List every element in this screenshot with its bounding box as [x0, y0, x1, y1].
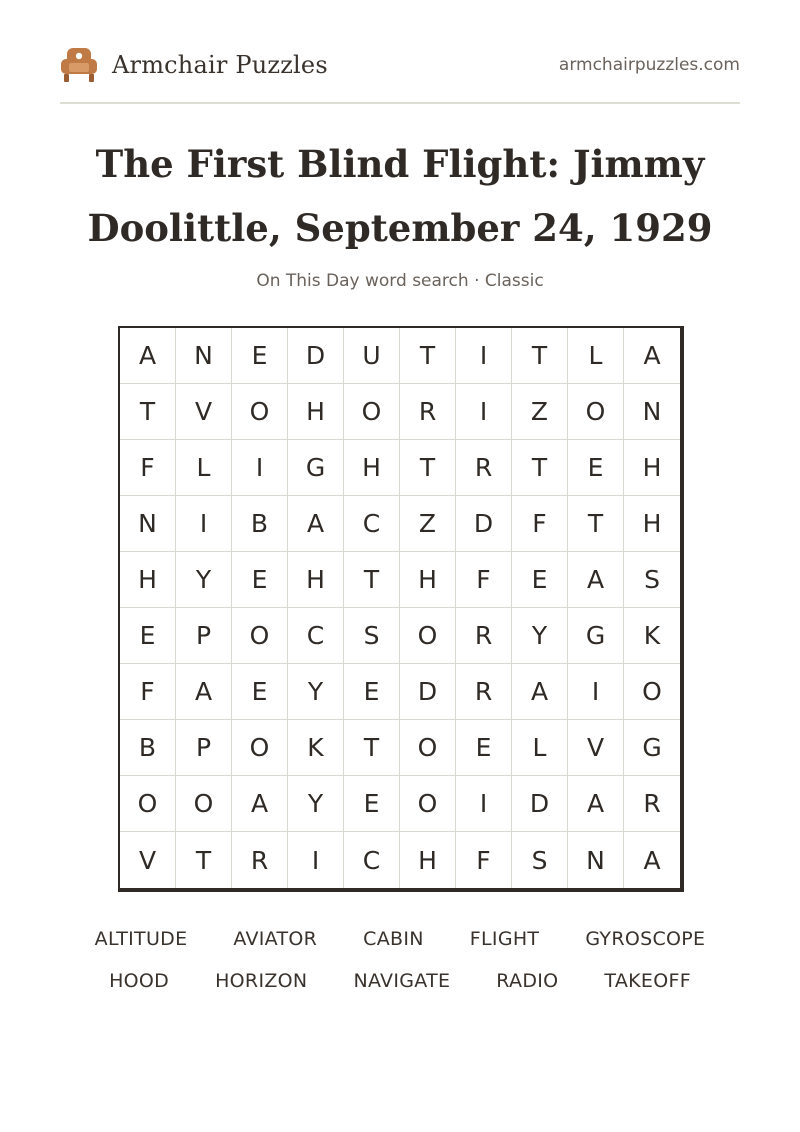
grid-cell[interactable]: S	[512, 832, 568, 888]
brand-name: Armchair Puzzles	[112, 51, 328, 79]
grid-cell[interactable]: I	[288, 832, 344, 888]
grid-cell[interactable]: O	[120, 776, 176, 832]
grid-cell[interactable]: T	[512, 440, 568, 496]
word-list-item: TAKEOFF	[604, 970, 691, 992]
grid-cell[interactable]: K	[288, 720, 344, 776]
word-list-item: FLIGHT	[469, 928, 540, 950]
grid-cell[interactable]: A	[512, 664, 568, 720]
grid-cell[interactable]: R	[624, 776, 680, 832]
grid-cell[interactable]: Z	[512, 384, 568, 440]
grid-cell[interactable]: H	[288, 552, 344, 608]
grid-cell[interactable]: E	[232, 664, 288, 720]
grid-cell[interactable]: C	[344, 496, 400, 552]
brand[interactable]	[60, 46, 328, 84]
word-list-item: RADIO	[496, 970, 559, 992]
grid-cell[interactable]: Y	[176, 552, 232, 608]
grid-cell[interactable]: F	[456, 832, 512, 888]
grid-cell[interactable]: R	[232, 832, 288, 888]
grid-cell[interactable]: Y	[288, 664, 344, 720]
grid-cell[interactable]: T	[120, 384, 176, 440]
grid-cell[interactable]: O	[568, 384, 624, 440]
word-list-item: ALTITUDE	[94, 928, 188, 950]
grid-cell[interactable]: O	[176, 776, 232, 832]
grid-cell[interactable]: E	[344, 664, 400, 720]
grid-cell[interactable]: A	[624, 328, 680, 384]
grid-cell[interactable]: D	[456, 496, 512, 552]
grid-cell[interactable]: C	[288, 608, 344, 664]
grid-cell[interactable]: A	[568, 776, 624, 832]
armchair-icon	[60, 46, 98, 84]
grid-cell[interactable]: H	[624, 440, 680, 496]
word-list	[40, 918, 760, 1002]
grid-cell[interactable]: A	[568, 552, 624, 608]
grid-cell[interactable]: A	[120, 328, 176, 384]
word-list-item: HOOD	[109, 970, 170, 992]
grid-cell[interactable]: E	[344, 776, 400, 832]
grid-cell[interactable]: T	[400, 440, 456, 496]
grid-cell[interactable]: E	[512, 552, 568, 608]
grid-cell[interactable]: F	[120, 440, 176, 496]
grid-cell[interactable]: E	[120, 608, 176, 664]
puzzle-title: The First Blind Flight: Jimmy Doolittle, September 24, 1929	[87, 142, 713, 250]
grid-cell[interactable]: A	[232, 776, 288, 832]
grid-cell[interactable]: E	[232, 552, 288, 608]
grid-cell[interactable]: O	[232, 384, 288, 440]
word-list-item: AVIATOR	[233, 928, 318, 950]
grid-cell[interactable]: T	[344, 552, 400, 608]
grid-cell[interactable]: O	[232, 720, 288, 776]
grid-cell[interactable]: V	[120, 832, 176, 888]
grid-cell[interactable]: H	[400, 832, 456, 888]
header-divider	[60, 102, 740, 104]
grid-cell[interactable]: H	[400, 552, 456, 608]
word-list-row	[40, 960, 760, 1002]
word-list-item: HORIZON	[215, 970, 308, 992]
grid-cell[interactable]: F	[512, 496, 568, 552]
grid-cell[interactable]: A	[643, 845, 661, 875]
grid-cell[interactable]: N	[624, 384, 680, 440]
grid-cell[interactable]: K	[624, 608, 680, 664]
grid-cell[interactable]: F	[456, 552, 512, 608]
grid-cell[interactable]: O	[400, 608, 456, 664]
grid-cell[interactable]: I	[176, 496, 232, 552]
grid-cell[interactable]: T	[344, 720, 400, 776]
grid-cell[interactable]: E	[568, 440, 624, 496]
grid-cell[interactable]: I	[568, 664, 624, 720]
grid-cell[interactable]: L	[512, 720, 568, 776]
grid-cell[interactable]: D	[512, 776, 568, 832]
site-url-link[interactable]: armchairpuzzles.com	[558, 55, 740, 75]
word-list-item: NAVIGATE	[353, 970, 451, 992]
grid-cell[interactable]: R	[400, 384, 456, 440]
grid-cell[interactable]: Y	[512, 608, 568, 664]
grid-cell[interactable]: F	[120, 664, 176, 720]
word-list-item: GYROSCOPE	[585, 928, 706, 950]
letter-grid	[118, 326, 684, 892]
page-header	[60, 40, 740, 90]
grid-cell[interactable]: S	[624, 552, 680, 608]
grid-cell[interactable]: R	[456, 608, 512, 664]
grid-cell[interactable]: I	[456, 776, 512, 832]
grid-cell[interactable]: Y	[288, 776, 344, 832]
grid-cell[interactable]: N	[120, 496, 176, 552]
word-list-item: CABIN	[363, 928, 424, 950]
grid-cell[interactable]: O	[232, 608, 288, 664]
grid-cell[interactable]: G	[288, 440, 344, 496]
grid-cell[interactable]: U	[344, 328, 400, 384]
grid-cell[interactable]: S	[344, 608, 400, 664]
grid-cell[interactable]: E	[232, 328, 288, 384]
grid-cell[interactable]: H	[120, 552, 176, 608]
grid-cell[interactable]: P	[176, 608, 232, 664]
grid-cell[interactable]: A	[176, 664, 232, 720]
grid-cell[interactable]: A	[288, 496, 344, 552]
puzzle-subtitle: On This Day word search · Classic	[256, 271, 544, 291]
grid-cell[interactable]: H	[624, 496, 680, 552]
grid-cell[interactable]: G	[624, 720, 680, 776]
grid-cell[interactable]: T	[176, 832, 232, 888]
grid-cell[interactable]: I	[456, 328, 512, 384]
grid-cell[interactable]: N	[176, 328, 232, 384]
grid-cell[interactable]: R	[456, 440, 512, 496]
grid-cell[interactable]: H	[288, 384, 344, 440]
grid-cell[interactable]: B	[120, 720, 176, 776]
grid-cell[interactable]: P	[176, 720, 232, 776]
grid-cell[interactable]: R	[456, 664, 512, 720]
grid-cell[interactable]: L	[176, 440, 232, 496]
grid-cell[interactable]: G	[568, 608, 624, 664]
grid-cell[interactable]: I	[456, 384, 512, 440]
grid-cell[interactable]: T	[400, 328, 456, 384]
grid-cell[interactable]: D	[400, 664, 456, 720]
grid-cell[interactable]: H	[344, 440, 400, 496]
grid-cell[interactable]: V	[568, 720, 624, 776]
grid-cell[interactable]: T	[568, 496, 624, 552]
grid-cell[interactable]: N	[568, 832, 624, 888]
grid-cell[interactable]: O	[344, 384, 400, 440]
word-list-row	[40, 918, 760, 960]
grid-cell[interactable]: E	[456, 720, 512, 776]
grid-cell[interactable]: Z	[400, 496, 456, 552]
grid-cell[interactable]: D	[288, 328, 344, 384]
grid-cell[interactable]: L	[568, 328, 624, 384]
grid-cell[interactable]: O	[400, 720, 456, 776]
grid-cell[interactable]: I	[232, 440, 288, 496]
grid-cell[interactable]: C	[344, 832, 400, 888]
grid-cell[interactable]: O	[624, 664, 680, 720]
grid-cell[interactable]: B	[232, 496, 288, 552]
grid-cell[interactable]: V	[176, 384, 232, 440]
grid-cell[interactable]: O	[400, 776, 456, 832]
grid-cell[interactable]: T	[512, 328, 568, 384]
